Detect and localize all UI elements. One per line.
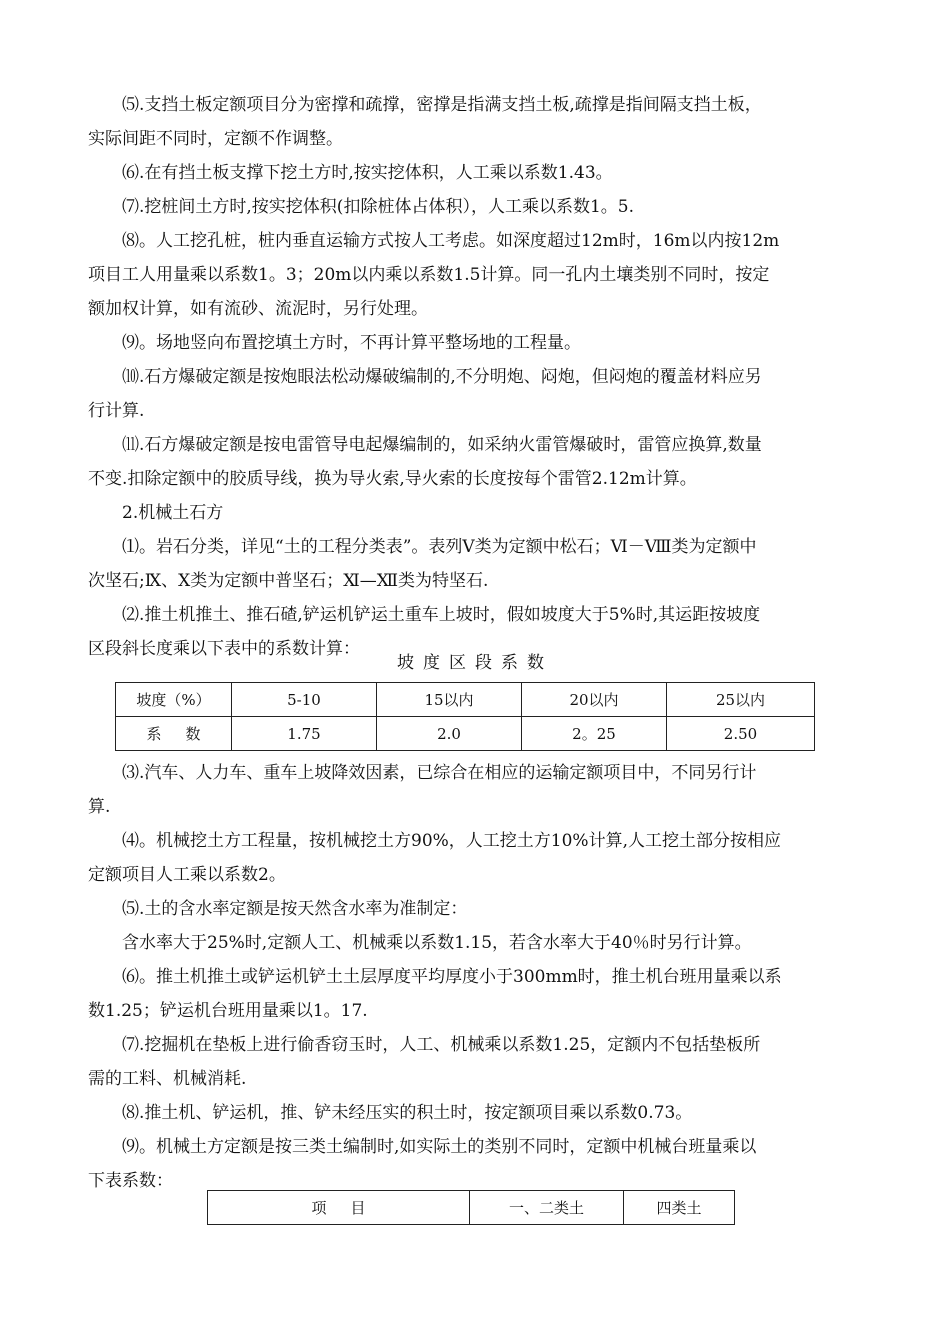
text-line: 行计算. [88, 401, 145, 421]
text-line: 算. [88, 797, 111, 817]
text-line: ⑸.土的含水率定额是按天然含水率为准制定： [122, 899, 468, 919]
text-line: ⑼。机械土方定额是按三类土编制时,如实际土的类别不同时，定额中机械台班量乘以 [122, 1137, 757, 1157]
table-row [208, 1191, 735, 1225]
table-cell: 2.0 [377, 717, 522, 751]
text-line: ⑻.推土机、铲运机，推、铲未经压实的积土时，按定额项目乘以系数0.73。 [122, 1103, 693, 1123]
text-line: 定额项目人工乘以系数2。 [88, 865, 286, 885]
text-line: 实际间距不同时，定额不作调整。 [88, 129, 343, 149]
text-line: ⑵.推土机推土、推石碴,铲运机铲运土重车上坡时，假如坡度大于5%时,其运距按坡度 [122, 605, 761, 625]
text-line: ⑺.挖桩间土方时,按实挖体积(扣除桩体占体积），人工乘以系数1。5. [122, 197, 634, 217]
text-line: 项目工人用量乘以系数1。3；20m以内乘以系数1.5计算。同一孔内土壤类别不同时，按定 [88, 265, 770, 285]
slope-coefficient-table [115, 682, 815, 751]
text-line: 下表系数： [88, 1171, 173, 1191]
table-row [116, 683, 815, 717]
table-caption: 坡度区段系数 [397, 653, 553, 673]
table-cell: 项目 [208, 1191, 470, 1225]
table-cell: 5-10 [232, 683, 377, 717]
text-line: ⑾.石方爆破定额是按电雷管导电起爆编制的，如采纳火雷管爆破时，雷管应换算,数量 [122, 435, 762, 455]
paragraph-block-2 [88, 756, 868, 1198]
table-cell: 25以内 [667, 683, 815, 717]
text-line: 区段斜长度乘以下表中的系数计算： [88, 639, 360, 659]
table-cell: 15以内 [377, 683, 522, 717]
table-cell: 1.75 [232, 717, 377, 751]
text-line: ⑷。机械挖土方工程量，按机械挖土方90%，人工挖土方10%计算,人工挖土部分按相应 [122, 831, 781, 851]
text-line: 次坚石;Ⅸ、Ⅹ类为定额中普坚石；Ⅺ—Ⅻ类为特坚石. [88, 571, 489, 591]
text-line: ⑺.挖掘机在垫板上进行偷香窃玉时，人工、机械乘以系数1.25，定额内不包括垫板所 [122, 1035, 761, 1055]
table-cell: 系数 [116, 717, 232, 751]
text-line: ⑴。岩石分类，详见“土的工程分类表”。表列Ⅴ类为定额中松石；Ⅵ－Ⅷ类为定额中 [122, 537, 757, 557]
text-line: ⑹.在有挡土板支撑下挖土方时,按实挖体积，人工乘以系数1.43。 [122, 163, 613, 183]
table-row [116, 717, 815, 751]
text-line: 不变.扣除定额中的胶质导线，换为导火索,导火索的长度按每个雷管2.12m计算。 [88, 469, 697, 489]
section-heading: 2.机械土石方 [122, 503, 224, 523]
text-line: 额加权计算，如有流砂、流泥时，另行处理。 [88, 299, 428, 319]
text-line: ⑹。推土机推土或铲运机铲土土层厚度平均厚度小于300mm时，推土机台班用量乘以系 [122, 967, 782, 987]
text-line: ⑶.汽车、人力车、重车上坡降效因素，已综合在相应的运输定额项目中，不同另行计 [122, 763, 757, 783]
text-line: 数1.25；铲运机台班用量乘以1。17. [88, 1001, 368, 1021]
table-cell: 20以内 [522, 683, 667, 717]
table-cell: 2.50 [667, 717, 815, 751]
table-cell: 2。25 [522, 717, 667, 751]
paragraph-block-1 [88, 88, 868, 666]
text-line: 需的工料、机械消耗. [88, 1069, 247, 1089]
text-line: 含水率大于25%时,定额人工、机械乘以系数1.15，若含水率大于40％时另行计算。 [122, 933, 752, 953]
text-line: ⑽.石方爆破定额是按炮眼法松动爆破编制的,不分明炮、闷炮，但闷炮的覆盖材料应另 [122, 367, 762, 387]
table-cell: 坡度（%） [116, 683, 232, 717]
text-line: ⑸.支挡土板定额项目分为密撑和疏撑，密撑是指满支挡土板,疏撑是指间隔支挡土板， [122, 95, 762, 115]
text-line: ⑻。人工挖孔桩，桩内垂直运输方式按人工考虑。如深度超过12m时，16m以内按12m [122, 231, 780, 251]
text-line: ⑼。场地竖向布置挖填土方时，不再计算平整场地的工程量。 [122, 333, 581, 353]
table-cell: 四类土 [624, 1191, 735, 1225]
soil-coefficient-table [207, 1190, 735, 1225]
table-cell: 一、二类土 [470, 1191, 624, 1225]
